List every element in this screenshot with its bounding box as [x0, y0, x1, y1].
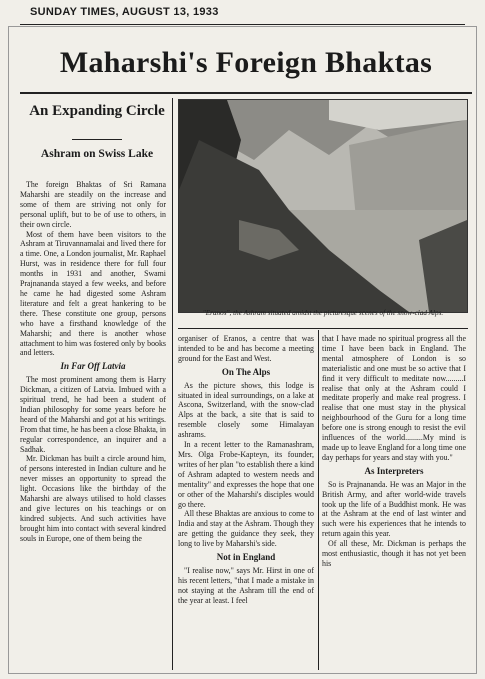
column-rule-middle [318, 330, 319, 670]
photo-eranos-lake [178, 99, 468, 313]
paragraph: Mr. Dickman has built a circle around him, of persons interested in Indian culture and he never misses an opportunity to spread the light. Occasions like the birthday of the Maharshi are always utilised to hold classes and give lectures on his teachings or on kindred subjects. And such activities have brought him into contact with several kindred souls in Europe, one of them being the [20, 454, 166, 543]
article-column-1 [20, 180, 166, 672]
section-heading: In Far Off Latvia [60, 361, 126, 372]
section-heading: On The Alps [221, 366, 271, 377]
photo-caption: "Eranos", the Ashram situated amidst the picturesque scenes of the snow-clad Alps. [202, 309, 444, 317]
masthead-rule [20, 24, 465, 25]
section-heading: As Interpreters [364, 465, 424, 476]
paragraph: As the picture shows, this lodge is situated in ideal surroundings, on a lake at Ascona, Switzerland, with the snow-clad Alps at the back, a site that is said to resemble closely some Himalayan ashrams. [178, 380, 314, 440]
photo-image [179, 100, 467, 312]
masthead: SUNDAY TIMES, AUGUST 13, 1933 [30, 6, 219, 18]
paragraph: The most prominent among them is Harry Dickman, a citizen of Latvia. Imbued with a spiritual trend, he had been a student of Indian philosophy for some years before he heard of the Maharshi and got at his writings. From that time, he has been a close Bhakta, in regular correspondence, an inquirer and a Sadhak. [20, 375, 166, 454]
caption-rule [178, 328, 468, 329]
headline: Maharshi's Foreign Bhaktas [59, 46, 433, 79]
headline-rule [20, 92, 472, 94]
paragraph: that I have made no spiritual progress all the time I have been back in England. The mental atmosphere of London is so materialistic and one must be so active that I find it very difficult to meditate now.........I realise that only at the Ashram could I meditate properly and make real progress. I realise that one must stay in the physical neighbourhood of the Guru for a long time before one is strong enough to resist the evil influences of the world.........My mind is made up to leave England for a long time one day perhaps for years and stay with you." [322, 334, 466, 462]
section-heading: Not in England [216, 552, 276, 563]
paragraph: So is Prajnananda. He was an Major in the British Army, and after world-wide travels took up the life of a Buddhist monk. He was at the Ashram at the end of last winter and such were his experiences that he intends to return again this year. [322, 479, 466, 539]
paragraph: In a recent letter to the Ramanashram, Mrs. Olga Frobe-Kapteyn, its founder, writes of her plan "to establish there a kind of Ashram adapted to western needs and mentality" and expresses the hope that one or other of the Maharshi's disciples would go there. [178, 440, 314, 509]
column-rule-left [172, 98, 173, 670]
paragraph: All these Bhaktas are anxious to come to India and stay at the Ashram. Though they are getting the guidance they seek, they long to live by Maharshi's side. [178, 509, 314, 549]
paragraph: Of all these, Mr. Dickman is perhaps the most enthusiastic, though it has not yet been his [322, 539, 466, 568]
subheadline: An Expanding Circle [29, 103, 165, 119]
paragraph: "I realise now," says Mr. Hirst in one of his recent letters, "that I made a mistake in not staying at the Ashram till the end of the year at least. I feel [178, 565, 314, 605]
article-column-2 [178, 334, 314, 670]
article-column-3 [322, 334, 466, 670]
paragraph: The foreign Bhaktas of Sri Ramana Maharshi are steadily on the increase and some of them are striving not only for personal uplift, but to be of use to others, in their own circle. [20, 180, 166, 229]
paragraph: organiser of Eranos, a centre that was intended to be and has become a meeting ground for the East and West. [178, 334, 314, 363]
section-title: Ashram on Swiss Lake [40, 148, 154, 160]
subhead-rule [72, 139, 122, 140]
paragraph: Most of them have been visitors to the Ashram at Tiruvannamalai and lived there for a time. One, a London journalist, Mr. Raphael Hurst, was in residence there for full four months in 1931 and another, Swami Prajnananda stayed a few weeks, and before he came he had digested some Ashram literature and felt a great hankering to be there. These constitute one group, persons who have a firsthand knowledge of the Maharshi; and there is another whose attachment to him was fostered only by books and letters. [20, 229, 166, 358]
